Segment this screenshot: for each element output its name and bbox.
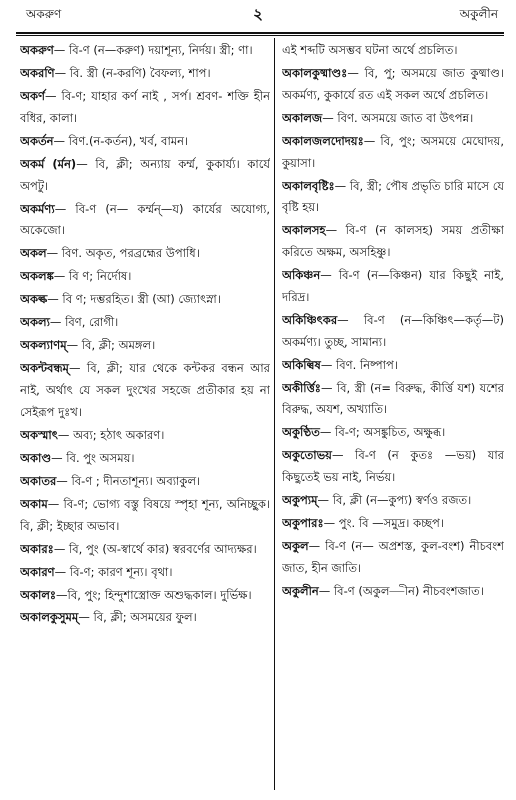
entry-headword: অকল্যাণম্ — [20, 338, 67, 353]
entry-headword: অকুল — [282, 539, 309, 554]
entry-definition: — পুং. বি —সমুদ্র। কচ্ছপ। — [323, 516, 444, 531]
dictionary-entry — [282, 131, 504, 175]
dictionary-entry — [282, 513, 504, 535]
entry-definition: — বি-ণ (ন— কর্ম্মন্‌—য) কার্যের অযোগ্য, অকেজো। — [20, 201, 270, 238]
dictionary-entry — [20, 243, 270, 265]
entry-definition: — বিণ. অসময়ে জাত বা উৎপন্ন। — [322, 110, 474, 125]
dictionary-entry — [20, 266, 270, 288]
entry-headword: অকর্মণ্য — [20, 201, 55, 216]
header-rule — [16, 32, 504, 34]
entry-headword: অকল্ক — [20, 292, 48, 307]
entry-headword: অকালবৃষ্টিঃ — [282, 178, 335, 193]
dictionary-entry — [20, 312, 270, 334]
entry-definition: — বিণ. অকৃত, পরব্রহ্মের উপাধি। — [46, 246, 200, 261]
entry-headword: অকুপ্যম্ — [282, 493, 318, 508]
entry-headword: অকন্টবন্ধম্ — [20, 361, 69, 376]
entry-headword: অকুতোভয় — [282, 448, 332, 463]
entry-definition: — বি, স্ত্রী; পৌষ প্রভৃতি চারি মাসে যে বৃষ্টি হয়। — [282, 178, 504, 215]
entry-headword: অকলঙ্ক — [20, 269, 54, 284]
dictionary-entry — [20, 131, 270, 153]
right-guide-word: অকুলীন — [459, 7, 498, 21]
entry-definition: — বি-ণ (ন—কিঞ্চন) যার কিছুই নাই, দরিদ্র। — [282, 268, 504, 304]
dictionary-entry — [20, 63, 270, 85]
entry-definition: — বি-ণ (অকুল—ীন) নীচবংশজাত। — [318, 583, 484, 598]
entry-headword: অকাণ্ড — [20, 450, 52, 465]
entry-headword: অকিল্বিষ — [282, 357, 321, 372]
dictionary-entry — [20, 358, 270, 423]
entry-headword: অকালঃ — [20, 587, 57, 602]
entry-definition: — বি, ক্লী; যার থেকে কন্টকর বন্ধন আর নাই, অর্থাৎ যে সকল দুংখের সহজে প্রতীকার হয় না সেইরূপ দুঃখ। — [20, 361, 270, 419]
dictionary-entry — [20, 154, 270, 198]
entry-headword: অকর্ম (র্মন) — [20, 156, 77, 171]
entry-headword: অকল্য — [20, 315, 50, 330]
left-guide-word: অকরুণ — [26, 7, 62, 21]
entry-headword: অকাতর — [20, 473, 57, 488]
entry-definition: — বি, পুং (অ-স্বার্থে কার) স্বরবর্ণের আদ্যক্ষর। — [53, 541, 257, 556]
dictionary-entry — [20, 40, 270, 62]
dictionary-entry — [282, 445, 504, 489]
entry-headword: অকীর্ত্তিঃ — [282, 380, 321, 395]
entry-definition: — বি-ণ (ন কালসহ) সময় প্রতীক্ষা করিতে অক্ষম, অসহিষ্ণু। — [282, 223, 504, 260]
dictionary-entry — [282, 378, 504, 422]
column-divider — [274, 38, 275, 790]
entry-headword: অকারঃ — [20, 541, 54, 556]
entry-headword: অকাম — [20, 496, 48, 511]
entry-headword: অকস্মাৎ — [20, 427, 58, 442]
right-column — [282, 40, 504, 788]
entry-definition: — বি, ক্লী; অসময়ের ফুল। — [78, 610, 197, 625]
entry-definition: — বি-ণ; কারণ শূন্য। বৃথা। — [54, 564, 173, 579]
dictionary-entry — [282, 220, 504, 264]
entry-definition: — অব্য; হঠাৎ অকারণ। — [57, 427, 165, 442]
dictionary-entry — [20, 585, 270, 607]
dictionary-entry — [282, 355, 504, 377]
page-number: ২ — [253, 5, 263, 23]
dictionary-entry — [20, 425, 270, 447]
entry-definition: — বি-ণ; অসঙ্কুচিত, অক্ষুব্ধ। — [319, 425, 446, 440]
entry-headword: অকালজ — [282, 110, 323, 125]
entry-headword: অকিঞ্চিৎকর — [282, 312, 338, 327]
dictionary-entry — [20, 562, 270, 584]
entry-definition: —বি, পুং; হিন্দুশাস্ত্রোক্ত অশুদ্ধকাল। দুর্ভিক্ষ। — [56, 587, 252, 602]
dictionary-entry — [282, 581, 504, 603]
entry-definition: — বি-ণ (ন— অপ্রশস্ত, কুল-বংশ) নীচবংশ জাত, হীন জাতি। — [282, 539, 504, 575]
entry-headword: অকালকুষ্মাণ্ডঃ — [282, 65, 348, 80]
entry-headword: অকুণ্ঠিত — [282, 425, 320, 440]
dictionary-entry — [20, 448, 270, 470]
entry-headword: অকর্তন — [20, 133, 54, 148]
entry-definition: — বি ণ; নির্দোষ। — [53, 269, 132, 284]
dictionary-entry — [20, 494, 270, 538]
entry-definition: — বি-ণ (ন—করুণ) দয়াশূন্য, নির্দয়। স্ত্রী; ণা। — [53, 43, 253, 57]
entry-headword: অকর্ণ — [20, 88, 45, 103]
entry-definition: — বি-ণ; ভোগ্য বস্তু বিষয়ে স্পৃহা শূন্য, অনিচ্ছুক। বি, ক্লী; ইচ্ছার অভাব। — [20, 496, 270, 533]
dictionary-entry — [20, 335, 270, 357]
dictionary-entry — [282, 265, 504, 309]
dictionary-entry — [282, 176, 504, 220]
entry-headword: অকরণি — [20, 65, 55, 80]
dictionary-entry — [282, 422, 504, 444]
dictionary-entry — [20, 539, 270, 561]
entry-definition: — বি, ক্লী; অন্যায় কর্ম্ম, কুকার্য্য। কার্যে অপটু। — [20, 156, 270, 193]
entry-headword: অকল — [20, 246, 47, 261]
entry-definition: — বি, ক্লী; অমঙ্গল। — [66, 338, 156, 353]
entry-headword: অকুলীন — [282, 583, 319, 598]
entry-headword: অকালজলদোদয়ঃ — [282, 133, 364, 148]
entry-definition: — বি. স্ত্রী (ন-করণি) বৈফল্য, শাপ। — [54, 65, 211, 80]
dictionary-entry — [282, 490, 504, 512]
dictionary-entry — [20, 289, 270, 311]
entry-definition: — বিণ.(ন-কর্তন), খর্ব, বামন। — [53, 133, 189, 148]
dictionary-entry — [282, 40, 504, 62]
header-rule-thin — [16, 35, 504, 36]
dictionary-entry — [282, 108, 504, 130]
left-column — [20, 40, 270, 788]
entry-definition: — বি-ণ (ন কুতঃ —ভয়) যার কিছুতেই ভয় নাই, নির্ভয়। — [282, 448, 504, 485]
dictionary-entry — [20, 471, 270, 493]
entry-definition: এই শব্দটি অসম্ভব ঘটনা অর্থে প্রচলিত। — [282, 43, 458, 57]
entry-definition: — বি. পুং অসময়। — [51, 450, 135, 465]
entry-headword: অকালকুসুমম্ — [20, 610, 79, 625]
entry-headword: অকুপারঃ — [282, 516, 324, 531]
entry-definition: — বি, ক্লী (ন—কুপ্য) স্বর্ণও রজত। — [317, 493, 472, 508]
entry-headword: অকালসহ — [282, 223, 326, 238]
dictionary-entry — [20, 607, 270, 629]
entry-definition: — বিণ, রোগী। — [49, 315, 119, 330]
entry-definition: — বিণ. নিষ্পাপ। — [320, 357, 398, 372]
entry-definition: — বি-ণ ; দীনতাশূন্য। অব্যাকুল। — [56, 473, 201, 488]
dictionary-entry — [282, 310, 504, 354]
entry-definition: — বি-ণ (ন—কিঞ্চিৎ—কর্তৃ—ট) অকর্মণ্য। তুচ্ছ, সামান্য। — [282, 312, 504, 349]
entry-definition: — বি, পুং; অসময়ে মেঘোদয়, কুয়াসা। — [282, 133, 504, 170]
entry-definition: — বি-ণ; যাহার কর্ণ নাই , সর্প। শ্রবণ- শক্তি হীন বধির, কালা। — [20, 88, 270, 125]
dictionary-entry — [20, 199, 270, 243]
entry-headword: অকিঞ্চন — [282, 268, 321, 283]
page-header — [0, 0, 516, 28]
entry-definition: — বি ণ; দম্ভরহিত। স্ত্রী (আ) জ্যোৎস্না। — [47, 292, 221, 307]
dictionary-entry — [282, 63, 504, 107]
entry-definition: — বি, পু; অসময়ে জাত কুষ্মাণ্ড। অকর্মণ্য, কুকার্যে রত এই সকল অর্থে প্রচলিত। — [282, 65, 504, 102]
dictionary-entry — [282, 536, 504, 580]
entry-headword: অকরুণ — [20, 43, 54, 57]
dictionary-entry — [20, 86, 270, 130]
entry-headword: অকারণ — [20, 564, 55, 579]
entry-definition: — বি, স্ত্রী (ন= বিরুদ্ধ, কীর্ত্তি যশ) যশের বিরুদ্ধ, অযশ, অখ্যাতি। — [282, 380, 504, 417]
